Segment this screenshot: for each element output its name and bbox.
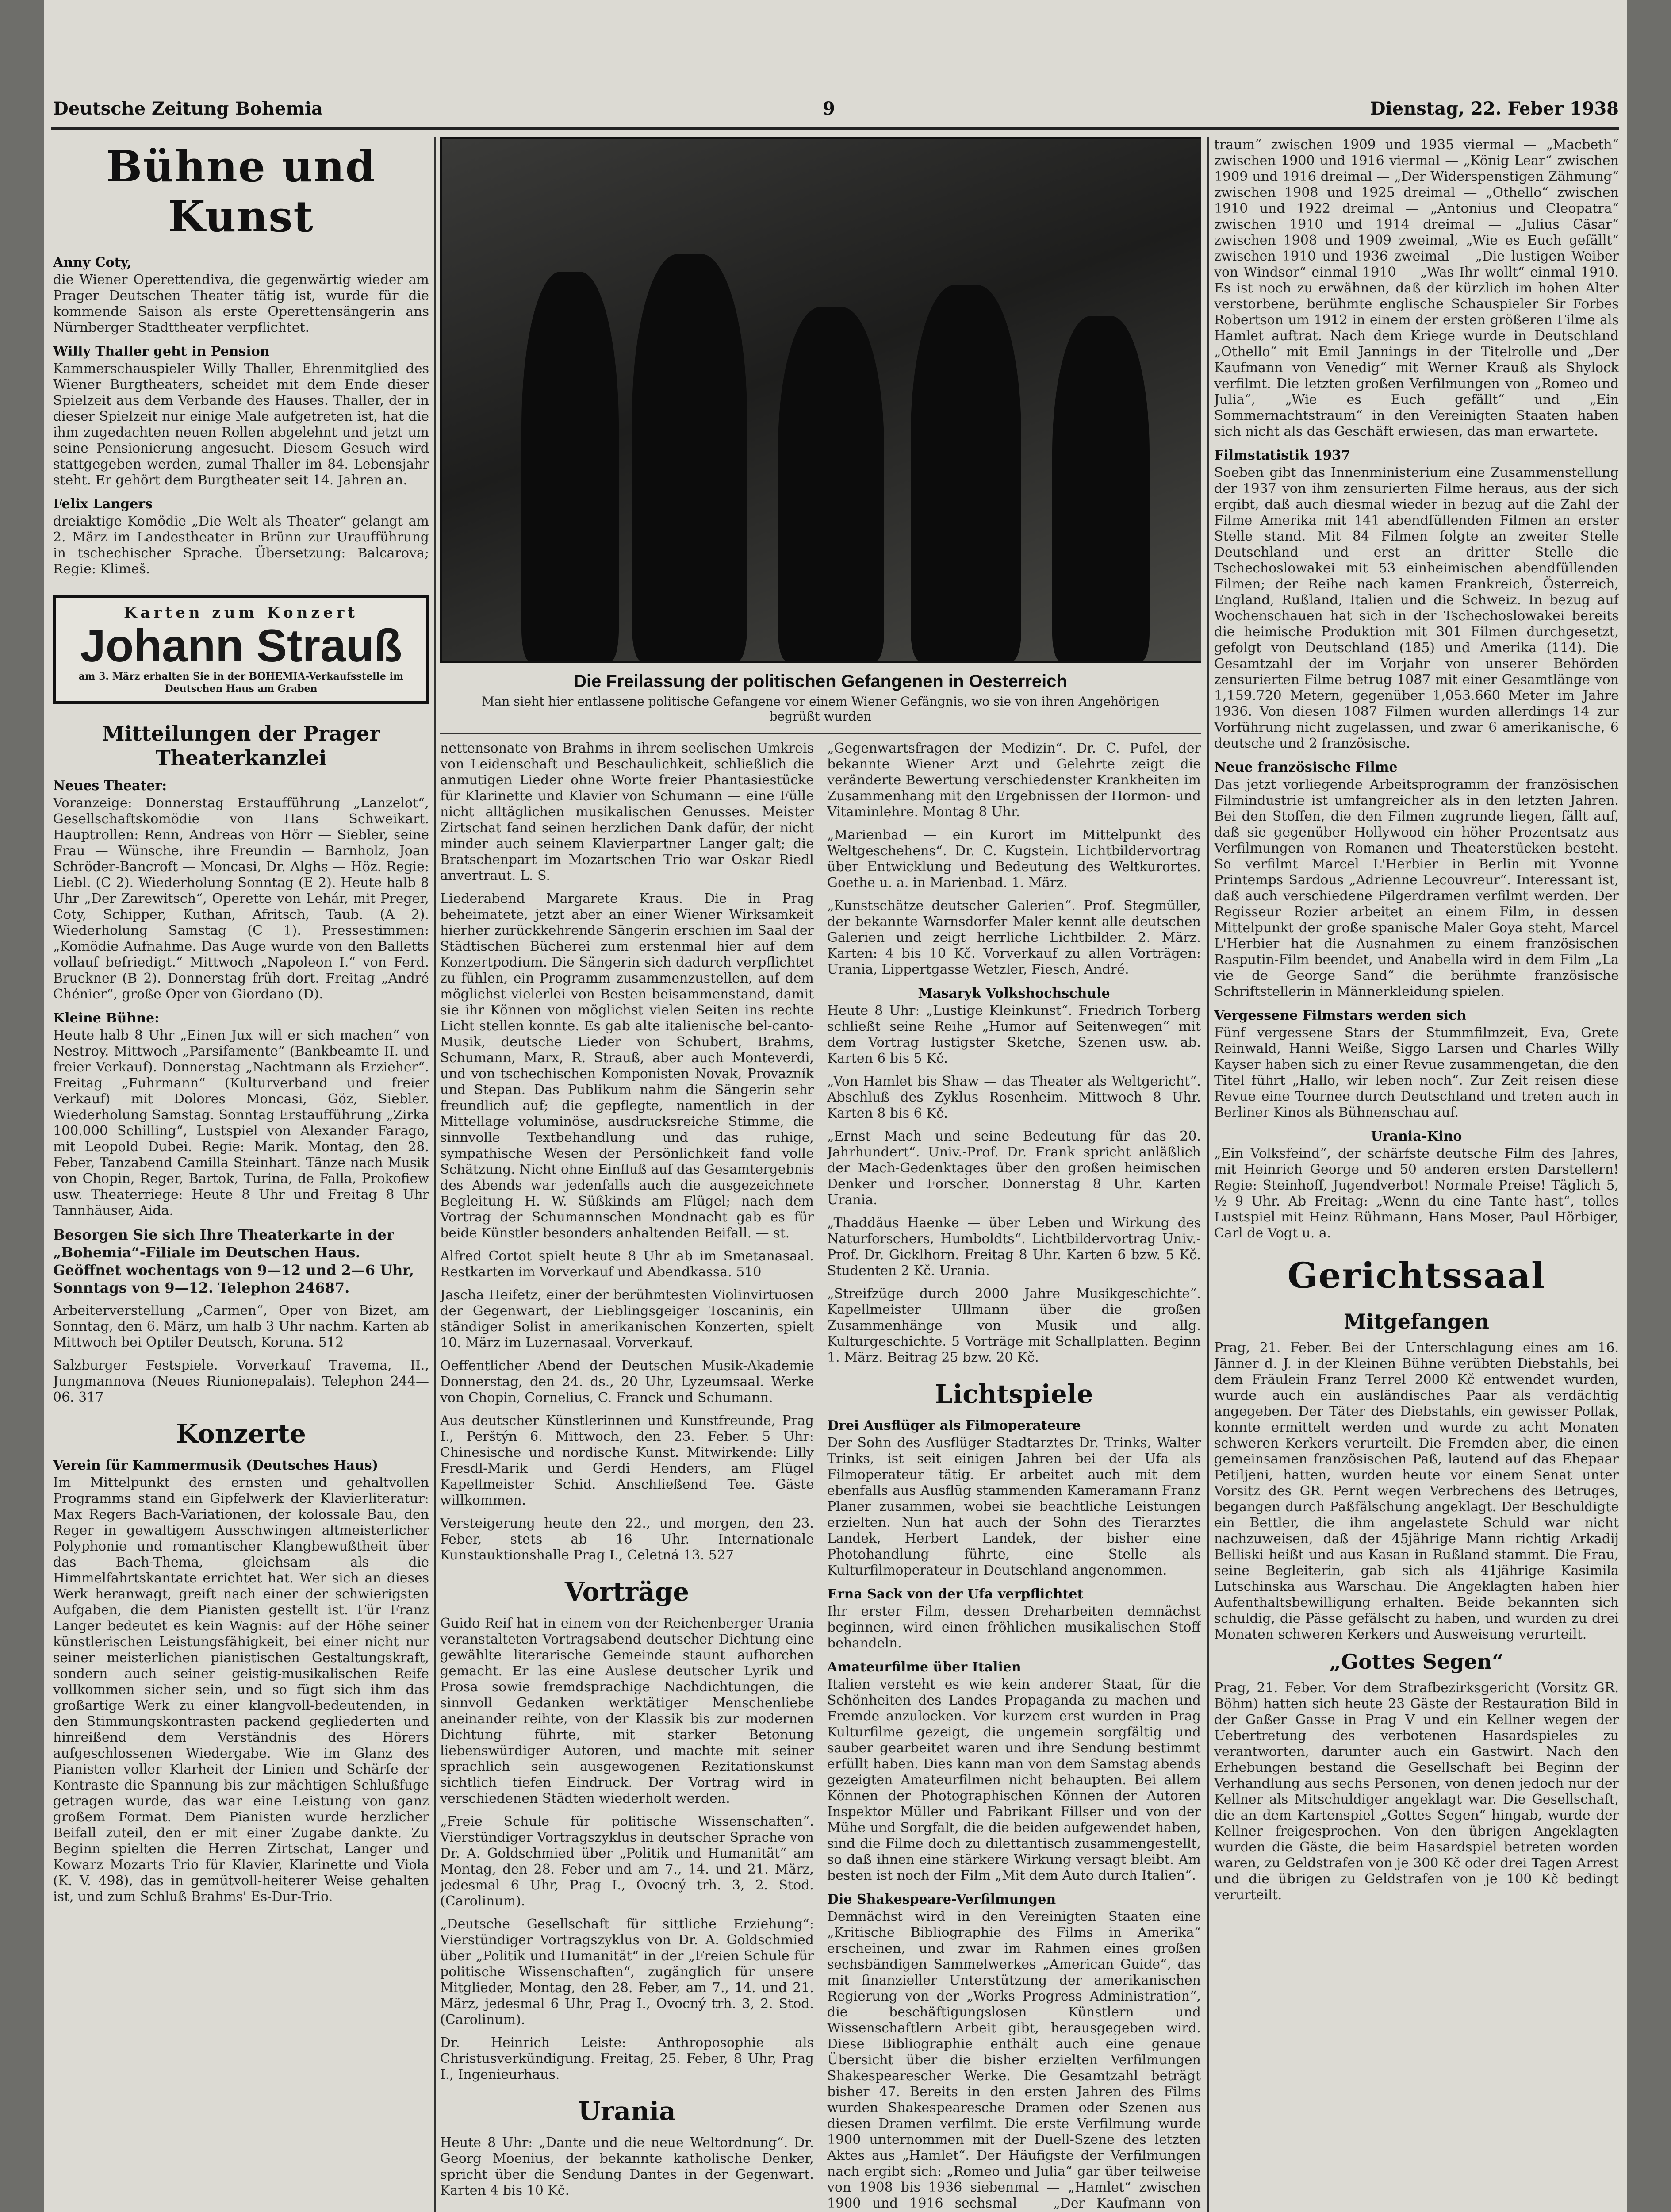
theater-title: Mitteilungen der Prager Theaterkanzlei — [102, 722, 380, 770]
article-text: Heute 8 Uhr: „Lustige Kleinkunst“. Friedrich Torberg schließt seine Reihe „Humor auf Seitenwegen“ mit dem Vortrag lustigster Sketche, Szenen usw. ab. Karten 6 bis 5 Kč. — [827, 1003, 1201, 1066]
article-text: „Ernst Mach und seine Bedeutung für das 20. Jahrhundert“. Univ.-Prof. Dr. Frank spricht anläßlich der Mach-Gedenktages über den großen heimischen Denker und Forscher. Donnerstag 8 Uhr. Karten Urania. — [827, 1129, 1201, 1208]
article-text: Versteigerung heute den 22., und morgen, den 23. Feber, stets ab 16 Uhr. Internationale Kunstauktionshalle Prag I., Celetná 13. 527 — [440, 1516, 814, 1563]
news-photo — [440, 137, 1201, 663]
paper-name: Deutsche Zeitung Bohemia — [53, 98, 323, 119]
column-buehne-und-kunst — [53, 137, 429, 2212]
center-left-subcolumn — [440, 741, 814, 2212]
masthead — [53, 98, 1619, 125]
article-text: Guido Reif hat in einem von der Reichenberger Urania veranstalteten Vortragsabend deutscher Dichtung eine gewählte literarische Gemeinde staunt aufhorchen gemacht. Er las eine Auslese deutscher Lyrik und Prosa sowie fremdsprachige Nachdichtungen, die sinnvoll Gedanken werktätiger Menschenliebe aneinander reihte, von der Klassik bis zur modernen Dichtung führte, mit starker Betonung liebenswürdiger Autoren, und machte mit seiner sprachlich sein ausgewogenen Rezitationskunst sichtlich tiefen Eindruck. Der Vortrag wird in verschiedenen Städten wiederholt werden. — [440, 1616, 814, 1806]
article-headline: Mitgefangen — [1344, 1310, 1489, 1333]
issue-date: Dienstag, 22. Feber 1938 — [1370, 98, 1619, 119]
article-text: traum“ zwischen 1909 und 1935 viermal — „Macbeth“ zwischen 1900 und 1916 viermal — „König Lear“ zwischen 1909 und 1916 dreimal — „Der Widerspenstigen Zähmung“ zwischen 1908 und 1925 dreimal — „Othello“ zwischen 1910 und 1922 dreimal — „Antonius und Cleopatra“ zwischen 1910 und 1914 dreimal — „Julius Cäsar“ zwischen 1908 und 1909 zweimal, „Wie es Euch gefällt“ zwischen 1910 und 1936 zweimal — „Die lustigen Weiber von Windsor“ einmal 1910 — „Was Ihr wollt“ einmal 1910. Es ist noch zu erwähnen, daß der kürzlich im hohen Alter verstorbene, berühmte englische Schauspieler Sir Forbes Robertson um 1912 in einem der ersten größeren Filme als Hamlet auftrat. Nach dem Kriege wurde in Deutschland „Othello“ mit Emil Jannings in der Titelrolle und „Der Kaufmann von Venedig“ mit Werner Krauß als Shylock verfilmt. Die letzten großen Verfilmungen von „Romeo und Julia“, „Wie es Euch gefällt“ und „Ein Sommernachtstraum“ in den Vereinigten Staaten haben sich nicht als das Geschäft erwiesen, das man erwartete. — [1214, 137, 1619, 439]
article-text: Ihr erster Film, dessen Dreharbeiten demnächst beginnen, wird einen fröhlichen musikalischen Stoff behandeln. — [827, 1604, 1201, 1651]
article-text: Prag, 21. Feber. Bei der Unterschlagung eines am 16. Jänner d. J. in der Kleinen Bühne verübten Diebstahls, bei dem Fräulein Franz Terrel 2000 Kč entwendet wurden, wurde auch ein ausländisches Paar als verdächtig angegeben. Der Täter des Diebstahls, ein gewisser Pollak, konnte ermittelt werden und wurde zu acht Monaten schweren Kerkers verurteilt. Die Fremden aber, die einen gemeinsamen französischen Paß, lautend auf das Ehepaar Petiljeni, hatten, wurden heute vor einem Senat unter Vorsitz des GR. Pernt wegen Verbrechens des Betruges, begangen durch Paßfälschung angeklagt. Der Beschuldigte ein Bettler, die ihm angelastete Schuld war nicht nachzuweisen, daß der 45jährige Mann richtig Arkadij Belliski heißt und aus Kasan in Rußland stammt. Die Frau, seine Begleiterin, gab sich als 41jährige Kasimila Lutschinska aus Warschau. Die Angeklagten haben hier Aufenthaltsbewilligung erhalten. Beide bekannten sich schuldig, die Pässe gefälscht zu haben, und wurden zu drei Monaten schweren Kerkers und Ausweisung verurteilt. — [1214, 1340, 1619, 1643]
photo-caption-title: Die Freilassung der politischen Gefangenen in Oesterreich — [574, 672, 1067, 691]
article-text: Kammerschauspieler Willy Thaller, Ehrenmitglied des Wiener Burgtheaters, scheidet mit dem Ende dieser Spielzeit aus dem Verbande des Hauses. Thaller, der in dieser Spielzeit nur einige Male aufgetreten ist, hat die ihm zugedachten neuen Rollen abgelehnt und jetzt um seine Pensionierung angesucht. Diesem Gesuch wird stattgegeben werden, zumal Thaller im 84. Lebensjahr steht. Er gehört dem Burgtheater seit 14. Jahren an. — [53, 361, 429, 488]
article-text: Das jetzt vorliegende Arbeitsprogramm der französischen Filmindustrie ist umfangreicher als in den letzten Jahren. Bei den Stoffen, die den Filmen zugrunde liegen, fällt auf, daß sie gegenüber Hollywood ein höher Prozentsatz aus Verfilmungen von Romanen und Theaterstücken besteht. So verfilmt Marcel L'Herbier in Berlin mit Yvonne Printemps Sardous „Adrienne Lecouvreur“. Interessant ist, daß auch verschiedene Pilgerdramen verfilmt werden. Der Regisseur Rozier arbeitet an einem Film, in dessen Mittelpunkt der große spanische Maler Goya steht, Marcel L'Herbier hat die Ausnahmen zu einem französischen Rasputin-Film beendet, und Anabella wird in dem Film „La vie de George Sand“ die berühmte französische Schriftstellerin in Männerkleidung spielen. — [1214, 777, 1619, 999]
page-number: 9 — [823, 98, 835, 119]
column-center — [440, 137, 1201, 2212]
column-right — [1214, 137, 1619, 2212]
article-text: Im Mittelpunkt des ernsten und gehaltvollen Programms stand ein Gipfelwerk der Klavierliteratur: Max Regers Bach-Variationen, der kolossale Bau, den Reger in gewaltigem Ausschwingen altmeisterlicher Polyphonie und romantischer Klangbewußtheit über das Bach-Thema, gleichsam als die Himmelfahrtskantate errichtet hat. Wer sich an dieses Werk heranwagt, greift nach einer der schwierigsten Aufgaben, die dem Pianisten gestellt ist. Für Franz Langer bedeutet es kein Wagnis: auf der Höhe seiner künstlerischen Leistungsfähigkeit, bei einer nicht nur seiner meisterlichen pianistischen Gestaltungskraft, sondern auch seiner geistig-musikalischen Reife vollkommen sicher sein, und so fügt sich ihm das großartige Werk zu einer klangvoll-bedeutenden, in den Stimmungskontrasten packend gegliederten und hinreißend dem Verständnis des Hörers aufgeschlossenen Wiedergabe. Wie im Glanz des Pianisten voller Klarheit der Linien und Schärfe der Kontraste die Spannung bis zur mächtigen Schlußfuge getragen wurde, das war eine Leistung von ganz großem Format. Dem Pianisten wurde herzlicher Beifall zuteil, den er mit einer Zugabe dankte. Zu Beginn spielten die Herren Zirtschat, Langer und Kowarz Mozarts Trio für Klavier, Klarinette und Viola (K. V. 498), das in gemütvoll-heiterer Weise gehalten ist, und zum Schluß Brahms' Es-Dur-Trio. — [53, 1475, 429, 1905]
article-text: Italien versteht es wie kein anderer Staat, für die Schönheiten des Landes Propaganda zu machen und Fremde anzulocken. Vor kurzem erst wurden in Prag Kulturfilme gezeigt, die ungemein sorgfältig und sauber gearbeitet waren und ihre Sendung bestimmt erfüllt haben. Dies kann man von dem Samstag abends gezeigten Amateurfilmen nicht behaupten. Bei allem Können der Photographischen Können der Autoren Inspektor Müller und Fabrikant Fillser und von der Mühe und Sorgfalt, die die beiden aufgewendet haben, sind die Filme doch zu dilettantisch zusammengestellt, so daß ihnen eine stärkere Wirkung versagt bleibt. Am besten ist noch der Film „Mit dem Auto durch Italien“. — [827, 1677, 1201, 1883]
article-kicker: Amateurfilme über Italien — [827, 1659, 1021, 1675]
article-kicker: Urania-Kino — [1371, 1129, 1462, 1144]
article-text: Fünf vergessene Stars der Stummfilmzeit, Eva, Grete Reinwald, Hanni Weiße, Siggo Larsen und Charles Willy Kayser haben sich zu einer Revue zusammengetan, die den Titel führt „Hallo, wir leben noch“. Zur Zeit reisen diese Revue eine Tournee durch Deutschland und treten auch in Berliner Kinos als Bühnenschau auf. — [1214, 1025, 1619, 1120]
article-kicker: Kleine Bühne: — [53, 1010, 160, 1026]
article-kicker: Erna Sack von der Ufa verpflichtet — [827, 1586, 1084, 1602]
photo-figure — [911, 285, 1021, 661]
article-text: die Wiener Operettendiva, die gegenwärtig wieder am Prager Deutschen Theater tätig ist, wurde für die kommende Saison als erste Operettensängerin ans Nürnberger Stadttheater verpflichtet. — [53, 272, 429, 335]
article-text: „Thaddäus Haenke — über Leben und Wirkung des Naturforschers, Humboldts“. Lichtbildervortrag Univ.-Prof. Dr. Gicklhorn. Freitag 8 Uhr. Karten 6 bzw. 5 Kč. Studenten 2 Kč. Urania. — [827, 1215, 1201, 1279]
article-text: Aus deutscher Künstlerinnen und Kunstfreunde, Prag I., Perštýn 6. Mittwoch, den 23. Feber. 5 Uhr: Chinesische und nordische Kunst. Mitwirkende: Lilly Fresdl-Marik und Gerdi Henders, am Flügel Kapellmeister Schid. Anschließend Tee. Gäste willkommen. — [440, 1413, 814, 1508]
urania-title: Urania — [578, 2096, 676, 2126]
article-text: Prag, 21. Feber. Vor dem Strafbezirksgericht (Vorsitz GR. Böhm) hatten sich heute 23 Gäste der Restauration Bild in der Gaßer Gasse in Prag V und ein Kellner wegen der Uebertretung des verbotenen Hasardspieles zu verantworten, darunter auch ein Gastwirt. Nach den Erhebungen bestand die Gesellschaft bei Beginn der Verhandlung aus sechs Personen, von denen jedoch nur der Kellner als Mitschuldiger angeklagt war. Die Gesellschaft, die an dem Kartenspiel „Gottes Segen“ hingab, wurde der Kellner freigesprochen. Von den übrigen Angeklagten wurden die Gäste, die beim Hasardspiel betreten worden waren, zu Geldstrafen von je 300 Kč oder drei Tagen Arrest und die übrigen zu Geldstrafen von je 100 Kč bedingt verurteilt. — [1214, 1680, 1619, 1903]
article-text: Voranzeige: Donnerstag Erstaufführung „Lanzelot“, Gesellschaftskomödie von Hans Schweikart. Hauptrollen: Renn, Andreas von Hörr — Siebler, seine Frau — Wünsche, ihre Freundin — Barnholz, Joan Schröder-Bancroft — Moncasi, Dr. Alghs — Höz. Regie: Liebl. (C 2). Wiederholung Sonntag (E 2). Heute halb 8 Uhr „Der Zarewitsch“, Operette von Lehár, mit Preger, Coty, Schipper, Kuthan, Afritsch, Taub. (A 2). Wiederholung Samstag (C 1). Pressestimmen: „Komödie Aufnahme. Das Auge wurde von den Balletts vollauf befriedigt.“ Mittwoch „Napoleon I.“ von Ferd. Bruckner (B 2). Donnerstag früh dort. Freitag „André Chénier“, große Oper von Giordano (D). — [53, 795, 429, 1002]
article-kicker: Drei Ausflüger als Filmoperateure — [827, 1418, 1081, 1433]
lichtspiele-title: Lichtspiele — [935, 1379, 1093, 1409]
article-text: Der Sohn des Ausflüger Stadtarztes Dr. Trinks, Walter Trinks, ist seit einigen Jahren bei der Ufa als Filmoperateur tätig. Er arbeitet auch mit dem ebenfalls aus Ausflüg stammenden Kameramann Franz Planer zusammen, wobei sie beachtliche Leistungen erzielten. Nun hat auch der Sohn des Tierarztes Landek, Herbert Landek, der bisher eine Photohandlung führte, eine Stelle als Kulturfilmoperateur in Deutschland angenommen. — [827, 1435, 1201, 1578]
article-text: „Von Hamlet bis Shaw — das Theater als Weltgericht“. Abschluß des Zyklus Rosenheim. Mittwoch 8 Uhr. Karten 8 bis 6 Kč. — [827, 1074, 1201, 1121]
photo-figure — [521, 272, 619, 661]
article-text: dreiaktige Komödie „Die Welt als Theater“ gelangt am 2. März im Landestheater in Brünn zur Uraufführung in tschechischer Sprache. Übersetzung: Balcarova; Regie: Klimeš. — [53, 514, 429, 577]
article-text: Dr. Heinrich Leiste: Anthroposophie als Christusverkündigung. Freitag, 25. Feber, 8 Uhr, Prag I., Ingenieurhaus. — [440, 2035, 814, 2082]
article-kicker: Neues Theater: — [53, 778, 167, 794]
article-text: nettensonate von Brahms in ihrem seelischen Umkreis von Leidenschaft und Beschaulichkeit, schließlich die anmutigen Lieder ohne Worte freier Phantasiestücke für Klarinette und Klavier von Schumann — eine Fülle nicht alltäglichen musikalischen Genusses. Meister Zirtschat fand seinen herzlichen Dank dafür, der nicht minder auch seinem Klavierpartner Langer galt; die Bratschenpart im Mozartschen Trio war Oskar Riedl anvertraut. L. S. — [440, 741, 814, 883]
center-right-subcolumn — [827, 741, 1201, 2212]
article-text: Liederabend Margarete Kraus. Die in Prag beheimatete, jetzt aber an einer Wiener Wirksamkeit hierher zurückkehrende Sängerin erschien im Saal der Städtischen Bücherei zum erstenmal hier auf dem Konzertpodium. Die Sängerin sich dadurch verpflichtet zu fühlen, ein Programm zusammenzustellen, auf dem möglichst vielerlei von Besten beisammenstand, damit sie ihr Können von möglichst vielen Seiten ins rechte Licht stellen konnte. Es gab alte italienische bel-canto-Musik, deutsche Lieder von Schubert, Brahms, Schumann, Marx, R. Strauß, aber auch Monteverdi, und von tschechischen Komponisten Novak, Provazník und Stepan. Das Publikum nahm die Sängerin sehr freundlich auf; die gepflegte, namentlich in der Mittellage voluminöse, ausdrucksreiche Stimme, die sinnvolle Textbehandlung und das ruhige, sympathische Wesen der Persönlichkeit fand volle Schätzung. Nicht ohne Einfluß auf das Gesamtergebnis des Abends war jedenfalls auch die ausgezeichnete Begleitung H. W. Süßkinds am Flügel; nach dem Vortrag der Schumannschen Mondnacht gab es für beide Künstler besonders anhaltenden Beifall. — st. — [440, 891, 814, 1241]
article-kicker: Verein für Kammermusik (Deutsches Haus) — [53, 1458, 379, 1474]
short-item: Arbeiterverstellung „Carmen“, Oper von Bizet, am Sonntag, den 6. März, um halb 3 Uhr nachm. Karten ab Mittwoch bei Optiler Deutsch, Koruna. 512 — [53, 1303, 429, 1351]
concert-ad — [53, 595, 429, 704]
article-text: „Deutsche Gesellschaft für sittliche Erziehung“: Vierstündiger Vortragszyklus von Dr. A. Goldschmied über „Politik und Humanität“ in der „Freien Schule für politische Wissenschaften“, zugänglich für unsere Mitglieder, Montag, den 28. Feber, am 7., 14. und 21. März, jedesmal 6 Uhr, Prag I., Ovocný trh. 3, 2. Stod. (Carolinum). — [440, 1916, 814, 2028]
article-kicker: Vergessene Filmstars werden sich — [1214, 1008, 1467, 1023]
article-text: Oeffentlicher Abend der Deutschen Musik-Akademie Donnerstag, den 24. ds., 20 Uhr, Lyzeumsaal. Werke von Chopin, Cornelius, C. Franck und Schumann. — [440, 1358, 814, 1406]
ad-headline: Johann Strauß — [80, 620, 402, 672]
column-separator — [1207, 137, 1209, 2212]
masthead-rule — [51, 127, 1619, 130]
article-text: Jascha Heifetz, einer der berühmtesten Violinvirtuosen der Gegenwart, der Lieblingsgeiger Toscaninis, ein ständiger Solist in amerikanischen Konzerten, spielt 10. März im Luzernasaal. Vorverkauf. — [440, 1287, 814, 1351]
gerichtssaal-title: Gerichtssaal — [1287, 1255, 1546, 1296]
article-kicker: Neue französische Filme — [1214, 760, 1398, 775]
article-text: „Gegenwartsfragen der Medizin“. Dr. C. Pufel, der bekannte Wiener Arzt und Gelehrte zeigt die veränderte Bewertung verschiedenster Krankheiten im Zusammenhang mit den Ergebnissen der Hormon- und Vitaminlehre. Montag 8 Uhr. — [827, 741, 1201, 820]
article-kicker: Willy Thaller geht in Pension — [53, 344, 270, 359]
article-text: „Freie Schule für politische Wissenschaften“. Vierstündiger Vortragszyklus in deutscher Sprache von Dr. A. Goldschmied über „Politik und Humanität“ am Montag, den 28. Feber und am 7., 14. und 21. März, jedesmal 6 Uhr, Prag I., Ovocný trh. 3, 2. Stod. (Carolinum). — [440, 1814, 814, 1909]
vortraege-title: Vorträge — [564, 1577, 690, 1607]
photo-figure — [778, 307, 884, 661]
ad-line: Karten zum Konzert — [124, 604, 358, 622]
article-kicker: Filmstatistik 1937 — [1214, 448, 1351, 463]
column-separator — [434, 137, 436, 2212]
article-text: Soeben gibt das Innenministerium eine Zusammenstellung der 1937 von ihm zensurierten Filme heraus, aus der sich ergibt, daß auch diesmal wieder in bezug auf die Zahl der Filme Amerika mit 141 abendfüllenden Filmen an erster Stelle stand. Mit 84 Filmen folgte an zweiter Stelle Deutschland und erst an dritter Stelle die Tschechoslowakei mit 53 einheimischen abendfüllenden Filmen; der Reihe nach kamen Frankreich, Österreich, England, Rußland, Italien und die Schweiz. In bezug auf Wochenschauen hat sich in der Tschechoslowakei bereits die heimische Produktion mit 301 Filmen durchgesetzt, gefolgt von Deutschland (185) und Amerika (114). Die Gesamtzahl der im Vorjahr von unserer Behörden zensurierten Filme betrug 1087 mit einer Gesamtlänge von 1,159.720 Metern, gegenüber 1,053.660 Meter im Jahre 1936. Von diesen 1087 Filmen wurden allerdings 14 zur Vorführung nicht zugelassen, und zwar 6 amerikanische, 6 deutsche und 2 französische. — [1214, 465, 1619, 751]
article-kicker: Anny Coty, — [53, 255, 132, 270]
center-subcolumns — [440, 733, 1201, 2212]
scan-edge-right — [1627, 0, 1671, 2212]
article-text: Demnächst wird in den Vereinigten Staaten eine „Kritische Bibliographie des Films in Amerika“ erscheinen, und zwar im Rahmen eines großen sechsbändigen Sammelwerkes „American Guide“, das mit finanzieller Unterstützung der amerikanischen Regierung von der „Works Progress Administration“, die beschäftigungslosen Künstlern und Wissenschaftlern Arbeit gibt, herausgegeben wird. Diese Bibliographie enthält auch eine genaue Übersicht über die bisher erzielten Verfilmungen Shakespearescher Werke. Die Gesamtzahl beträgt bisher 47. Bereits in den ersten Jahren des Films wurden Shakespearesche Dramen oder Szenen aus diesen Dramen verfilmt. Die erste Verfilmung wurde 1900 unternommen mit der Duell-Szene des letzten Aktes aus „Hamlet“. Der Häufigste der Verfilmungen nach ergibt sich: „Romeo und Julia“ gar über teilweise von 1908 bis 1936 siebenmal — „Hamlet“ zwischen 1900 und 1916 sechsmal — „Der Kaufmann von — [827, 1909, 1201, 2211]
article-headline: „Gottes Segen“ — [1329, 1650, 1504, 1674]
article-text: „Streifzüge durch 2000 Jahre Musikgeschichte“. Kapellmeister Ullmann über die großen Zusammenhänge von Musik und allg. Kulturgeschichte. 5 Vorträge mit Schallplatten. Beginn 1. März. Beitrag 25 bzw. 20 Kč. — [827, 1286, 1201, 1365]
photo-figure — [632, 254, 747, 661]
article-text: „Kunstschätze deutscher Galerien“. Prof. Stegmüller, der bekannte Warnsdorfer Maler kennt alle deutschen Galerien und zeigt herrliche Lichtbilder. 2. März. Karten: 4 bis 10 Kč. Vorverkauf zu allen Vorträgen: Urania, Lippertgasse Wetzler, Fiesch, André. — [827, 898, 1201, 977]
ad-line: am 3. März erhalten Sie in der BOHEMIA-Verkaufsstelle im Deutschen Haus am Graben — [78, 671, 404, 695]
ticket-notice: Besorgen Sie sich Ihre Theaterkarte in der „Bohemia“-Filiale im Deutschen Haus. Geöffnet wochentags von 9—12 und 2—6 Uhr, Sonntags von 9—12. Telephon 24687. — [53, 1226, 414, 1297]
scan-edge-left — [0, 0, 44, 2212]
article-kicker: Felix Langers — [53, 496, 153, 512]
article-text: Heute halb 8 Uhr „Einen Jux will er sich machen“ von Nestroy. Mittwoch „Parsifamente“ (Bankbeamte II. und freier Verkauf). Donnerstag „Nachtmann als Erzieher“. Freitag „Fuhrmann“ (Kulturverband und freier Verkauf) mit Dolores Moncasi, Göz, Siebler. Wiederholung Samstag. Sonntag Erstaufführung „Zirka 100.000 Schilling“, Lustspiel von Alexander Farago, mit Leopold Dubei. Regie: Marik. Montag, den 28. Feber, Tanzabend Camilla Steinhart. Tänze nach Musik von Chopin, Reger, Bartok, Turina, de Falla, Prokofiew usw. Theaterriege: Heute 8 Uhr und Freitag 8 Uhr Tannhäuser, Aida. — [53, 1028, 429, 1219]
article-text: Heute 8 Uhr: „Dante und die neue Weltordnung“. Dr. Georg Moenius, der bekannte katholische Denker, spricht über die Sendung Dantes in der Gegenwart. Karten 4 bis 10 Kč. — [440, 2135, 814, 2198]
article-kicker: Die Shakespeare-Verfilmungen — [827, 1892, 1056, 1907]
article-text: „Marienbad — ein Kurort im Mittelpunkt des Weltgeschehens“. Dr. C. Kugstein. Lichtbildervortrag über Entwicklung und Bedeutung des Weltkurortes. Goethe u. a. in Marienbad. 1. März. — [827, 827, 1201, 891]
article-kicker: Masaryk Volkshochschule — [918, 986, 1110, 1001]
section-title: Bühne und Kunst — [106, 142, 376, 242]
article-text: „Ein Volksfeind“, der schärfste deutsche Film des Jahres, mit Heinrich George und 50 anderen ersten Darstellern! Regie: Steinhoff, Jugendverbot! Normale Preise! Täglich 5, ½ 9 Uhr. Ab Freitag: „Wenn du eine Tante hast“, tolles Lustspiel mit Heinz Rühmann, Hans Moser, Paul Hörbiger, Carl de Vogt u. a. — [1214, 1146, 1619, 1241]
konzerte-title: Konzerte — [176, 1419, 307, 1449]
photo-figure — [1052, 316, 1150, 661]
short-item: Salzburger Festspiele. Vorverkauf Travema, II., Jungmannova (Neues Riunionepalais). Telephon 244—06. 317 — [53, 1358, 429, 1406]
photo-caption: Man sieht hier entlassene politische Gefangene vor einem Wiener Gefängnis, wo sie von ihren Angehörigen begrüßt wurden — [482, 694, 1159, 724]
article-text: Alfred Cortot spielt heute 8 Uhr ab im Smetanasaal. Restkarten im Vorverkauf und Abendkassa. 510 — [440, 1248, 814, 1280]
